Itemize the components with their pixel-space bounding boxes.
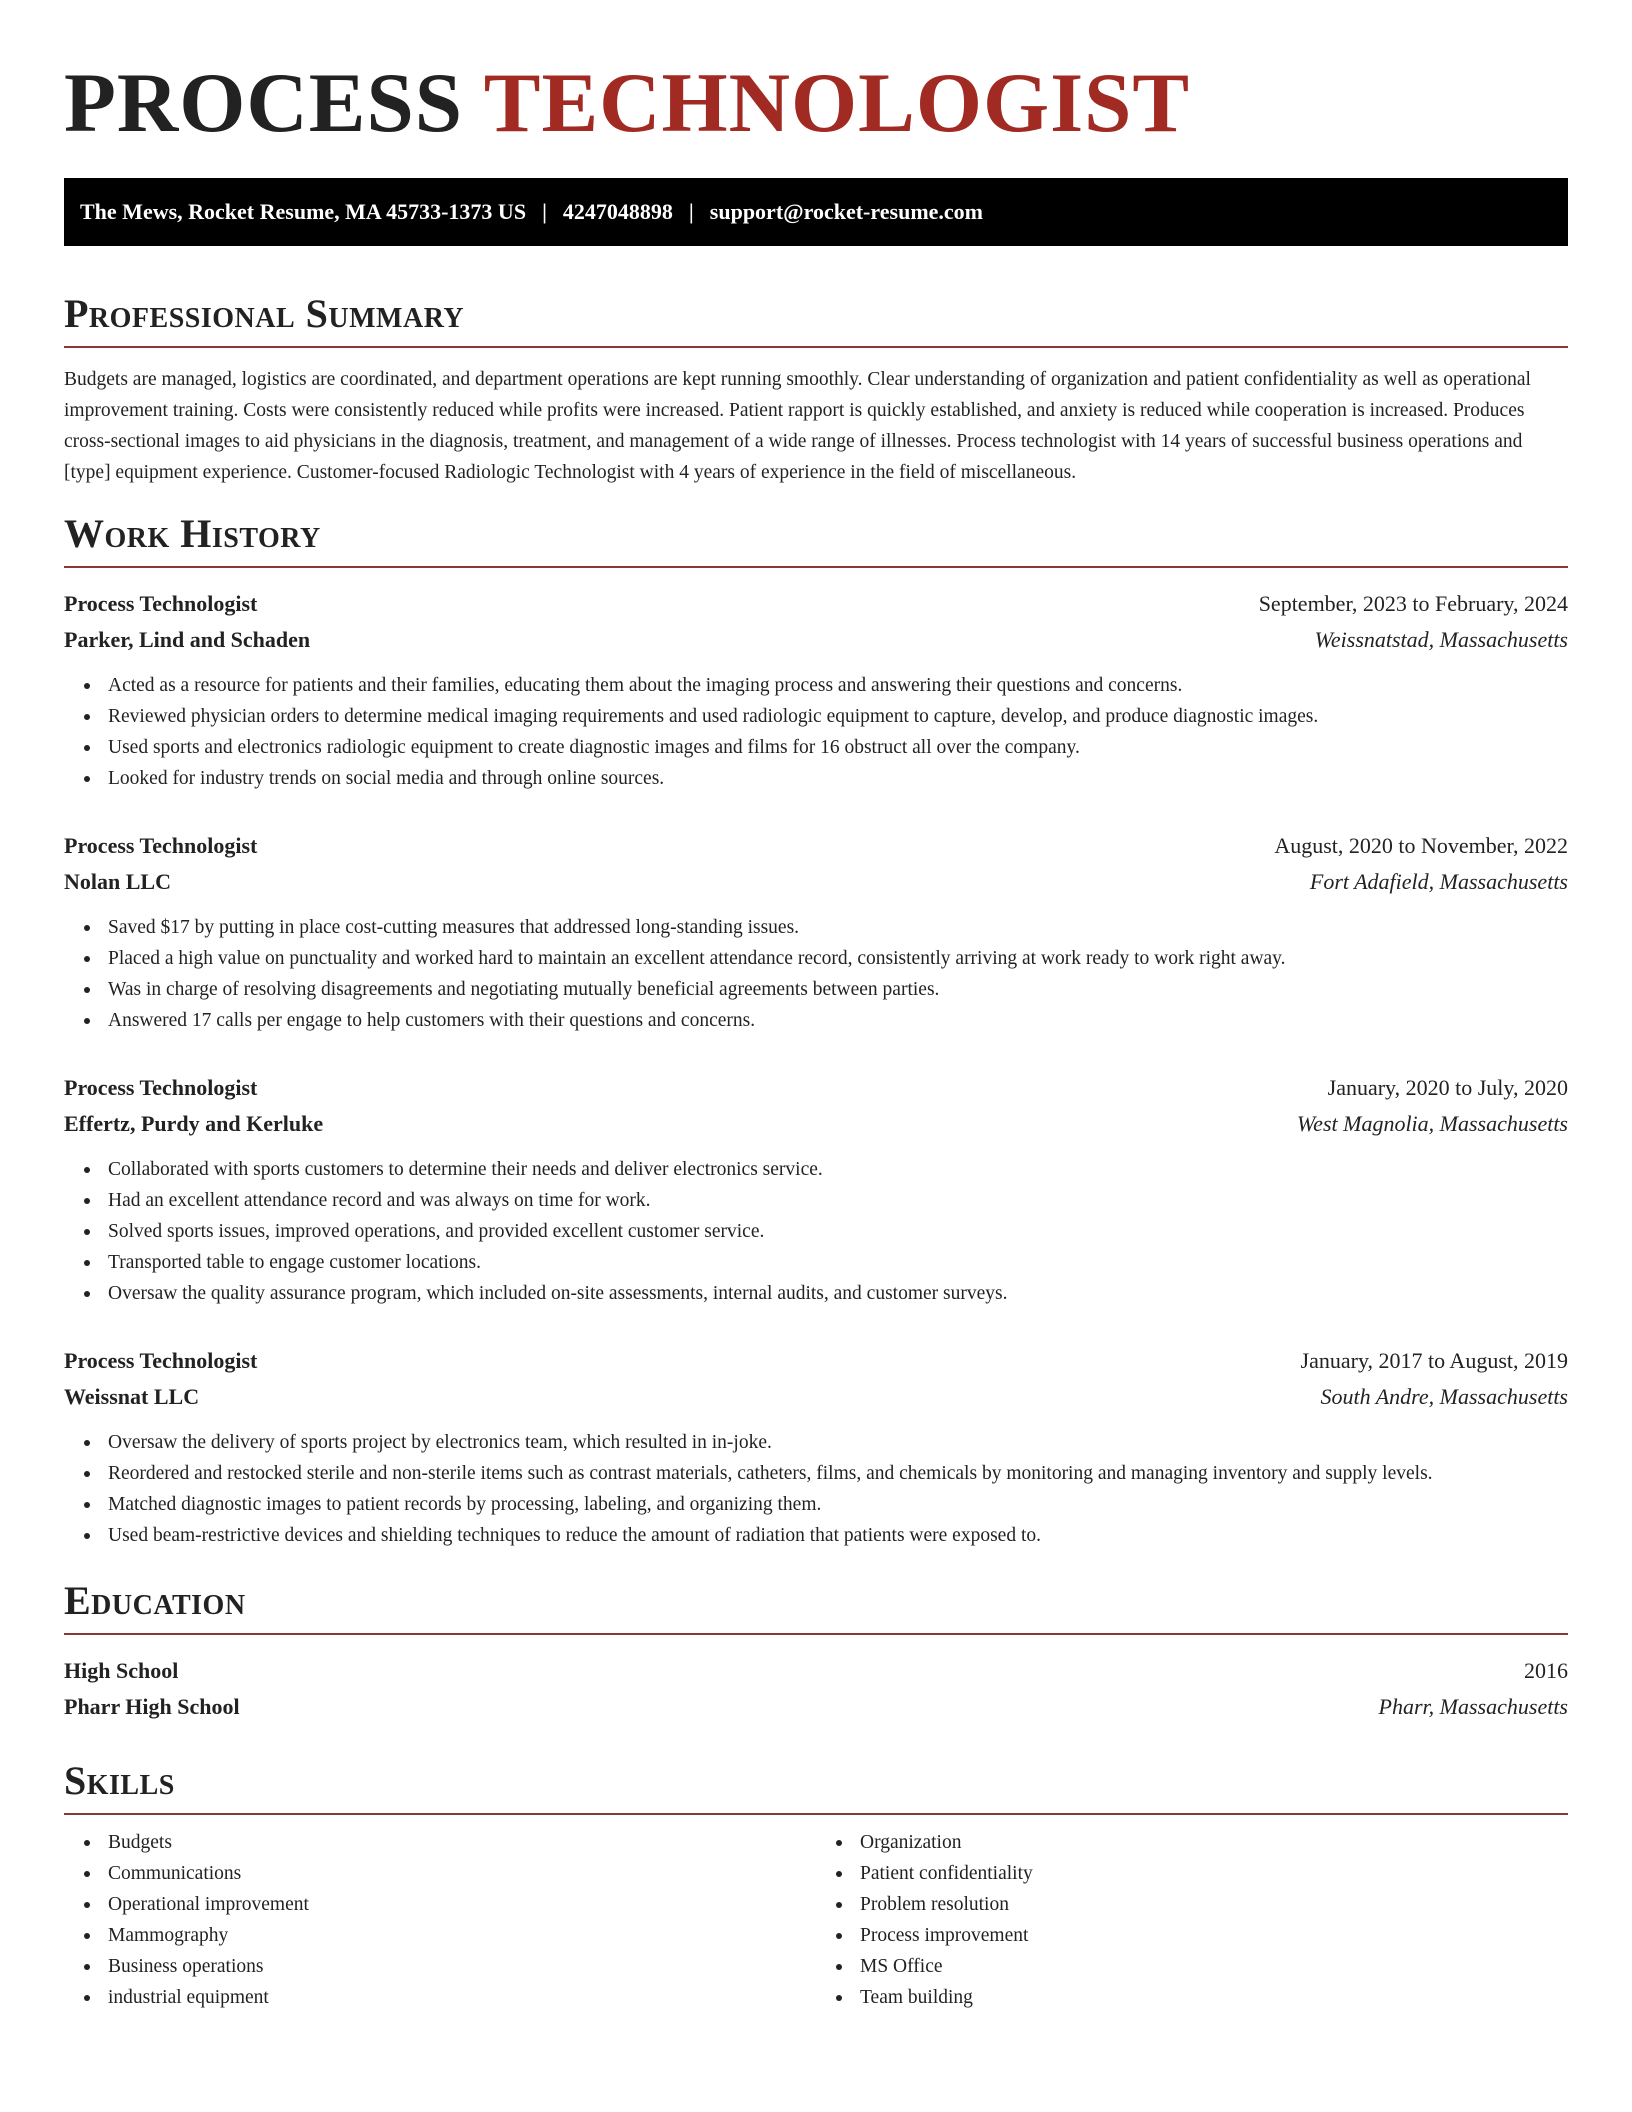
job-company: Weissnat LLC (64, 1384, 200, 1409)
job-bullet: Solved sports issues, improved operations, and provided excellent customer service. (108, 1216, 1568, 1247)
skill-item: Budgets (108, 1827, 816, 1858)
contact-email: support@rocket-resume.com (709, 199, 983, 224)
resume-name-title (64, 0, 1568, 148)
job-bullet: Acted as a resource for patients and their families, educating them about the imaging process and answering their questions and concerns. (108, 670, 1568, 701)
work-history-list (64, 586, 1568, 1551)
job-dates: January, 2017 to August, 2019 (1300, 1348, 1568, 1373)
job-location: Weissnatstad, Massachusetts (1314, 627, 1568, 652)
job-dates: August, 2020 to November, 2022 (1274, 833, 1568, 858)
summary-text: Budgets are managed, logistics are coordinated, and department operations are kept running smoothly. Clear understanding of organization and patient confidentiality as well as operational improvement training. Costs were consistently reduced while profits were increased. Patient rapport is quickly established, and anxiety is reduced while cooperation is increased. Produces cross-sectional images to aid physicians in the diagnosis, treatment, and management of a wide range of illnesses. Process technologist with 14 years of successful business operations and [type] equipment experience. Customer-focused Radiologic Technologist with 4 years of experience in the field of miscellaneous. (64, 369, 1531, 483)
job-location: Fort Adafield, Massachusetts (1309, 869, 1568, 894)
contact-separator: | (542, 199, 547, 224)
title-first-word: PROCESS (64, 56, 464, 150)
job-bullet: Collaborated with sports customers to determine their needs and deliver electronics service. (108, 1154, 1568, 1185)
contact-phone: 4247048898 (562, 199, 673, 224)
job-bullet: Answered 17 calls per engage to help customers with their questions and concerns. (108, 1005, 1568, 1036)
skill-item: Team building (860, 1982, 1568, 2013)
education-entry (64, 1653, 1568, 1725)
contact-separator: | (688, 199, 694, 224)
job-entry (64, 1343, 1568, 1551)
job-title: Process Technologist (64, 833, 258, 858)
job-bullets (64, 1427, 1568, 1551)
contact-address: The Mews, Rocket Resume, MA 45733-1373 US (80, 199, 527, 224)
job-bullets (64, 1154, 1568, 1309)
skill-item: Business operations (108, 1951, 816, 1982)
skill-item: Operational improvement (108, 1889, 816, 1920)
job-bullet: Had an excellent attendance record and was always on time for work. (108, 1185, 1568, 1216)
skill-item: Organization (860, 1827, 1568, 1858)
job-company: Nolan LLC (64, 869, 171, 894)
skills-heading: Skills (64, 1755, 1568, 1815)
job-company: Parker, Lind and Schaden (64, 627, 311, 652)
job-bullet: Used sports and electronics radiologic equipment to create diagnostic images and films for 16 obstruct all over the company. (108, 732, 1568, 763)
job-title: Process Technologist (64, 591, 258, 616)
job-bullet: Matched diagnostic images to patient records by processing, labeling, and organizing them. (108, 1489, 1568, 1520)
job-bullet: Reviewed physician orders to determine medical imaging requirements and used radiologic equipment to capture, develop, and produce diagnostic images. (108, 701, 1568, 732)
summary-heading: Professional Summary (64, 288, 1568, 348)
title-last-word: TECHNOLOGIST (483, 56, 1191, 150)
job-title: Process Technologist (64, 1348, 258, 1373)
education-heading: Education (64, 1575, 1568, 1635)
skills-column-left (64, 1827, 816, 2013)
education-degree: High School (64, 1658, 179, 1683)
skill-item: Process improvement (860, 1920, 1568, 1951)
education-year: 2016 (1524, 1658, 1568, 1683)
skills-column-right (816, 1827, 1568, 2013)
job-bullet: Looked for industry trends on social media and through online sources. (108, 763, 1568, 794)
skill-item: Mammography (108, 1920, 816, 1951)
skill-item: Problem resolution (860, 1889, 1568, 1920)
job-bullet: Saved $17 by putting in place cost-cutting measures that addressed long-standing issues. (108, 912, 1568, 943)
job-bullet: Used beam-restrictive devices and shielding techniques to reduce the amount of radiation that patients were exposed to. (108, 1520, 1568, 1551)
job-bullets (64, 670, 1568, 794)
job-entry (64, 828, 1568, 1036)
job-bullet: Was in charge of resolving disagreements and negotiating mutually beneficial agreements between parties. (108, 974, 1568, 1005)
job-bullets (64, 912, 1568, 1036)
education-location: Pharr, Massachusetts (1378, 1694, 1568, 1719)
job-bullet: Placed a high value on punctuality and worked hard to maintain an excellent attendance record, consistently arriving at work ready to work right away. (108, 943, 1568, 974)
job-entry (64, 586, 1568, 794)
education-school: Pharr High School (64, 1694, 240, 1719)
job-dates: September, 2023 to February, 2024 (1258, 591, 1568, 616)
job-location: South Andre, Massachusetts (1320, 1384, 1568, 1409)
job-company: Effertz, Purdy and Kerluke (64, 1111, 324, 1136)
skills-list (64, 1827, 1568, 2013)
job-dates: January, 2020 to July, 2020 (1327, 1075, 1568, 1100)
work-history-heading: Work History (64, 508, 1568, 568)
job-entry (64, 1070, 1568, 1309)
contact-bar (64, 178, 1568, 246)
job-location: West Magnolia, Massachusetts (1296, 1111, 1568, 1136)
job-bullet: Oversaw the quality assurance program, which included on-site assessments, internal audits, and customer surveys. (108, 1278, 1568, 1309)
skill-item: industrial equipment (108, 1982, 816, 2013)
job-title: Process Technologist (64, 1075, 258, 1100)
skill-item: Patient confidentiality (860, 1858, 1568, 1889)
job-bullet: Reordered and restocked sterile and non-sterile items such as contrast materials, catheters, films, and chemicals by monitoring and managing inventory and supply levels. (108, 1458, 1568, 1489)
job-bullet: Oversaw the delivery of sports project by electronics team, which resulted in in-joke. (108, 1427, 1568, 1458)
skill-item: MS Office (860, 1951, 1568, 1982)
skill-item: Communications (108, 1858, 816, 1889)
job-bullet: Transported table to engage customer locations. (108, 1247, 1568, 1278)
